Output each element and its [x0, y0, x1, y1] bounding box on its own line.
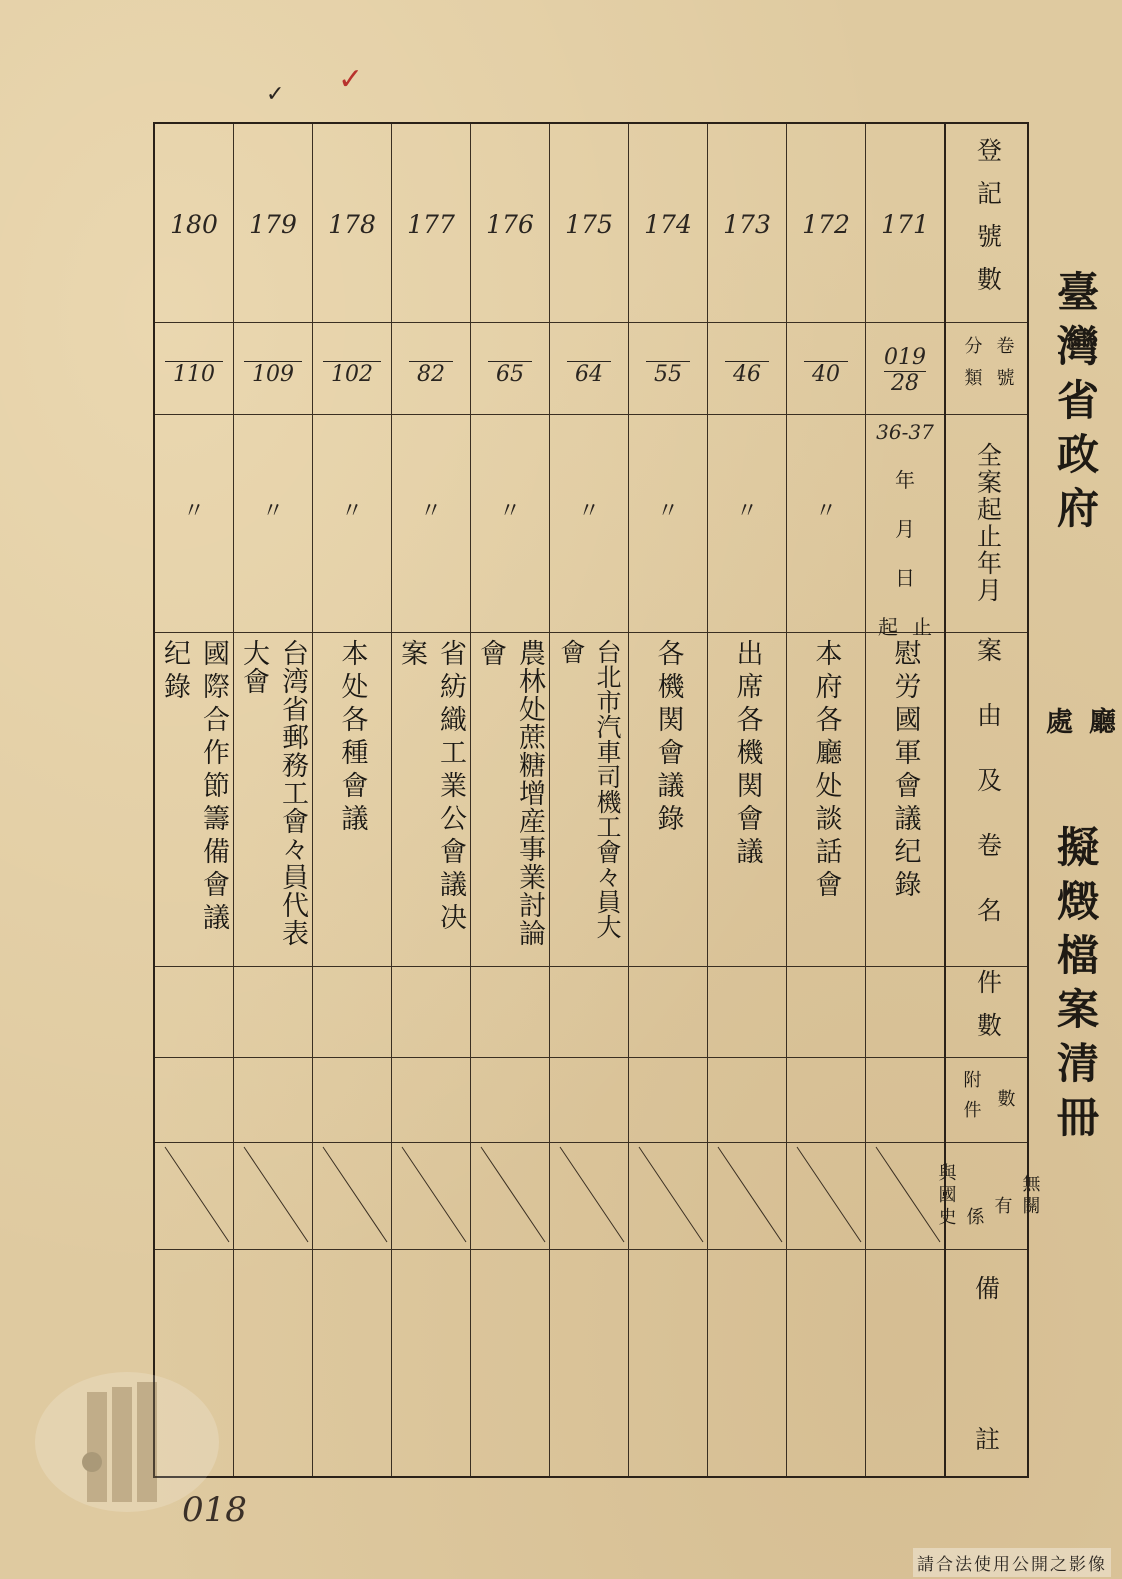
header-subject: 案由及卷名 — [973, 636, 1003, 962]
row-178-reg-no: 178 — [328, 209, 376, 239]
red-check-mark: ✓ — [338, 62, 364, 97]
row-178-date: 〃 — [340, 498, 363, 524]
row-171-reg-no: 171 — [881, 209, 929, 239]
row-171-class-no: 019 28 — [884, 345, 926, 396]
row-178-subject: 本处各種會議 — [336, 639, 368, 837]
page-number: 018 — [182, 1490, 247, 1530]
register-table — [153, 122, 944, 1478]
row-176-class-no: 65 — [471, 344, 549, 404]
row-178-class-no: 102 — [313, 344, 391, 404]
office-labels — [1046, 700, 1116, 739]
row-171-date: 36-37 年 月 日 起 止 — [876, 420, 934, 639]
row-175-class-no: 64 — [550, 344, 628, 404]
document-title: 臺灣省政府 — [1051, 270, 1100, 540]
header-reg-no: 登記號數 — [973, 137, 1003, 309]
office-label-chu: 處 — [1046, 707, 1073, 738]
row-177-date: 〃 — [419, 498, 442, 524]
row-176-subject: 農林处蔗糖增産事業討論會 — [475, 639, 545, 947]
row-180-reg-no: 180 — [170, 209, 218, 239]
row-174-reg-no: 174 — [644, 209, 692, 239]
row-172-class-no: 40 — [787, 344, 865, 404]
row-172-reg-no: 172 — [802, 209, 850, 239]
header-item-count: 件數 — [973, 968, 1003, 1055]
row-177-class-no: 82 — [392, 344, 470, 404]
header-history-relation: 無關 有 係 與國史 — [935, 1162, 1041, 1229]
row-172-date: 〃 — [814, 498, 837, 524]
row-174-subject: 各機関會議錄 — [652, 639, 684, 837]
document-subtitle: 擬燬檔案清冊 — [1051, 825, 1100, 1149]
row-173-class-no: 46 — [708, 344, 786, 404]
row-173-subject: 出席各機関會議 — [731, 639, 763, 870]
header-remarks: 備 註 — [974, 1274, 1000, 1454]
header-attachment: 數 附件 — [960, 1069, 1016, 1130]
row-180-class-no: 110 — [155, 344, 233, 404]
row-179-date: 〃 — [261, 498, 284, 524]
row-172-subject: 本府各廳处談話會 — [810, 639, 842, 903]
row-179-reg-no: 179 — [249, 209, 297, 239]
row-175-subject: 台北市汽車司機工會々員大會 — [557, 639, 622, 939]
row-171-subject: 慰労國軍會議纪錄 — [889, 639, 921, 903]
row-173-reg-no: 173 — [723, 209, 771, 239]
header-column — [935, 122, 1041, 1478]
row-175-date: 〃 — [577, 498, 600, 524]
row-179-class-no: 109 — [234, 344, 312, 404]
row-173-date: 〃 — [735, 498, 758, 524]
row-180-date: 〃 — [182, 498, 205, 524]
row-179-subject: 台湾省郵務工會々員代表大會 — [238, 639, 308, 947]
usage-notice: 請合法使用公開之影像 — [913, 1548, 1111, 1577]
row-176-reg-no: 176 — [486, 209, 534, 239]
row-174-class-no: 55 — [629, 344, 707, 404]
row-180-subject: 國際合作節籌備會議纪錄 — [159, 639, 229, 936]
row-177-reg-no: 177 — [407, 209, 455, 239]
black-check-mark: ✓ — [266, 82, 285, 107]
history-relation-hatch — [155, 1142, 944, 1249]
row-177-subject: 省紡織工業公會議决案 — [396, 639, 466, 936]
header-class-no: 卷號 分類 — [961, 336, 1015, 400]
office-label-ting: 廳 — [1089, 707, 1116, 738]
row-174-date: 〃 — [656, 498, 679, 524]
row-175-reg-no: 175 — [565, 209, 613, 239]
header-date-range: 全案起止年月 — [973, 442, 1003, 604]
row-176-date: 〃 — [498, 498, 521, 524]
